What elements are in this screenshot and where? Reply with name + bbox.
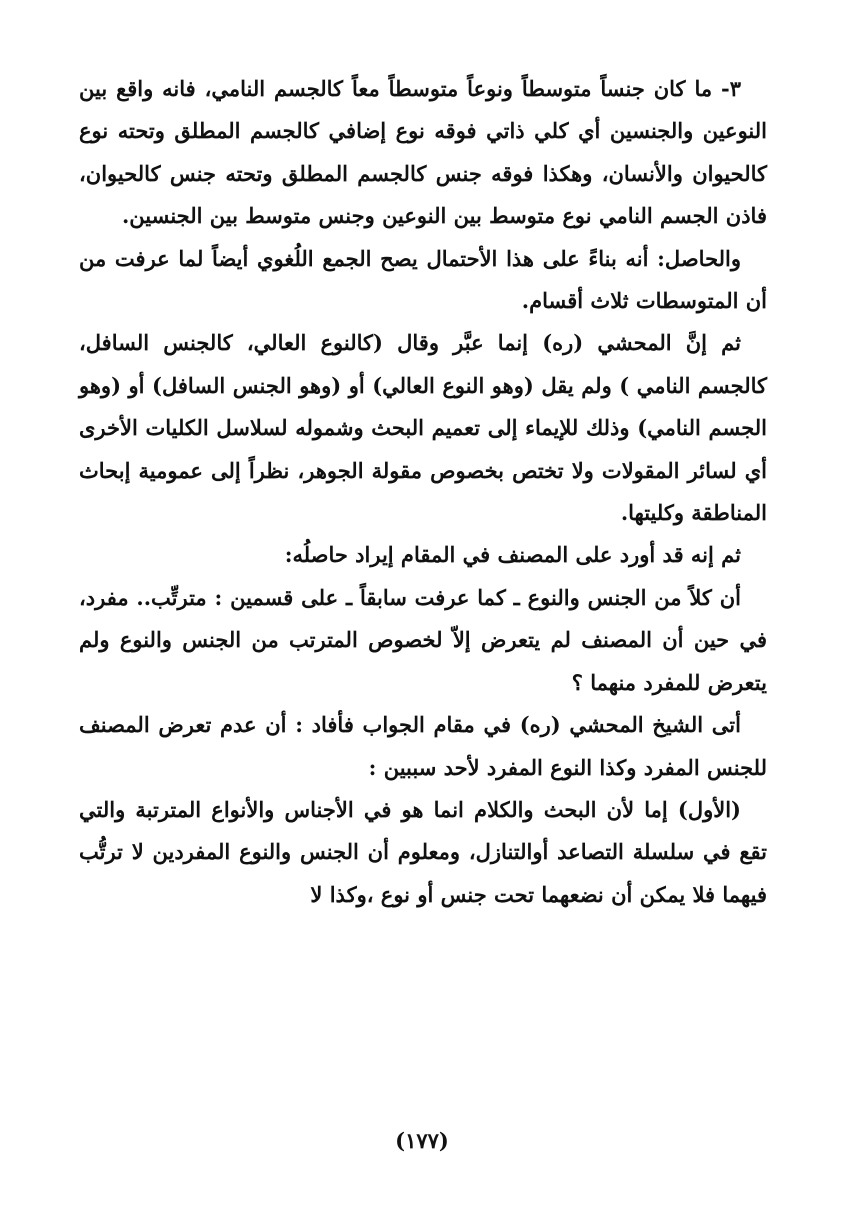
paragraph-1: ٣- ما كان جنساً متوسطاً ونوعاً متوسطاً معاً كالجسم النامي، فانه واقع بين النوعين والجنسين أي كلي ذاتي فوقه نوع إضافي كالجسم المطلق وتحته نوع كالحيوان والأنسان، وهكذا فوقه جنس كالجسم المطلق وتحته جنس كالحيوان، فاذن الجسم النامي نوع متوسط بين النوعين وجنس متوسط بين الجنسين. — [79, 76, 767, 229]
paragraph-4: ثم إنه قد أورد على المصنف في المقام إيراد حاصلُه: — [284, 542, 741, 568]
paragraph-3: ثم إنَّ المحشي (ره) إنما عبَّر وقال (كالنوع العالي، كالجنس السافل، كالجسم النامي ) ولم يقل (وهو النوع العالي) أو (وهو الجنس السافل) أو (وهو الجسم النامي) وذلك للإيماء إلى تعميم البحث وشموله لسلاسل الكليات الأخرى أي لسائر المقولات ولا تختص بخصوص مقولة الجوهر، نظراً إلى عمومية إبحاث المناطقة وكليتها. — [79, 330, 767, 526]
paragraph-5: أن كلاً من الجنس والنوع ـ كما عرفت سابقاً ـ على قسمين : مترتِّب.. مفرد، في حين أن المصنف لم يتعرض إلاّ لخصوص المترتب من الجنس والنوع ولم يتعرض للمفرد منهما ؟ — [79, 584, 767, 695]
page-number: (١٧٧) — [395, 1128, 449, 1153]
body-text — [79, 68, 767, 916]
paragraph-7: (الأول) إما لأن البحث والكلام انما هو في الأجناس والأنواع المترتبة والتي تقع في سلسلة التصاعد أوالتنازل، ومعلوم أن الجنس والنوع المفردين لا ترتُّب فيهما فلا يمكن أن نضعهما تحت جنس أو نوع ،وكذا لا — [79, 796, 767, 907]
paragraph-2: والحاصل: أنه بناءً على هذا الأحتمال يصح الجمع اللُغوي أيضاً لما عرفت من أن المتوسطات ثلاث أقسام. — [79, 245, 767, 314]
paragraph-6: أتى الشيخ المحشي (ره) في مقام الجواب فأفاد : أن عدم تعرض المصنف للجنس المفرد وكذا النوع المفرد لأحد سببين : — [79, 712, 767, 780]
